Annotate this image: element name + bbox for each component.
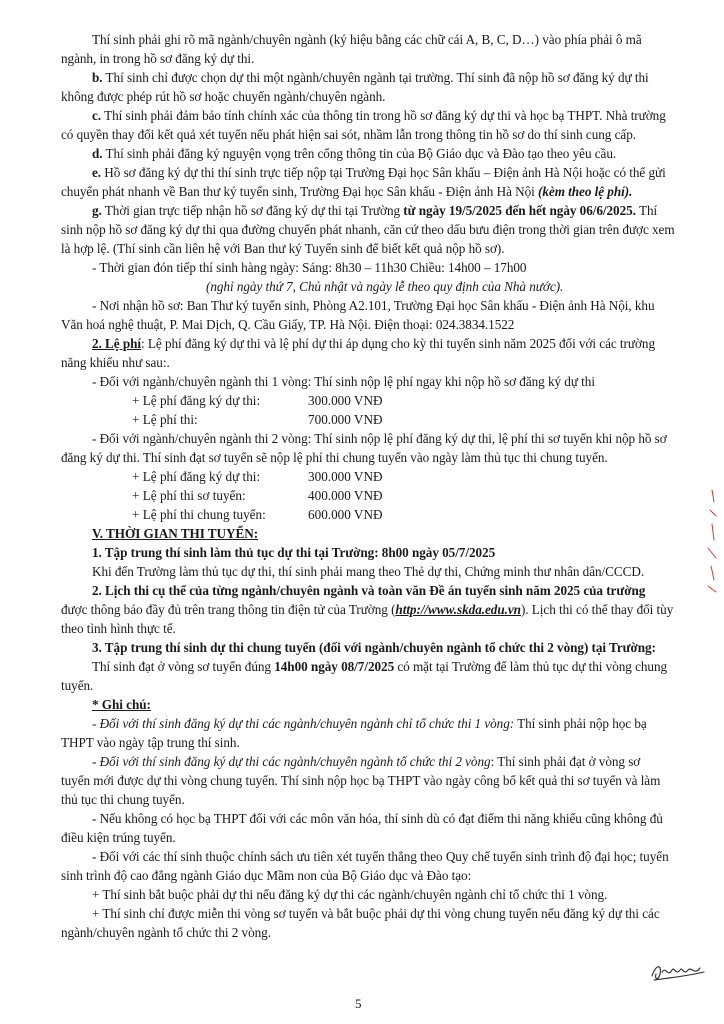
text-line: ngành/chuyên ngành tổ chức thi 2 vòng. bbox=[61, 925, 271, 940]
text-line: theo tình hình thực tế. bbox=[61, 621, 176, 636]
section-heading: V. THỜI GIAN THI TUYỂN: bbox=[92, 526, 259, 541]
item-letter: d. bbox=[92, 146, 103, 161]
fee-value: 400.000 VNĐ bbox=[308, 488, 383, 503]
fee-value: 700.000 VNĐ bbox=[308, 412, 383, 427]
text: có mặt tại Trường để làm thủ tục dự thi vòng chung bbox=[394, 659, 668, 674]
reception-hours: - Thời gian đón tiếp thí sinh hàng ngày: Sáng: 8h30 – 11h30 Chiều: 14h00 – 17h00 bbox=[92, 260, 527, 275]
fee-label: + Lệ phí đăng ký dự thi: bbox=[132, 469, 261, 484]
emphasis: - Đối với thí sinh đăng ký dự thi các ngành/chuyên ngành tổ chức thi 2 vòng bbox=[92, 754, 491, 769]
website-link[interactable]: http://www.skda.edu.vn bbox=[395, 602, 521, 617]
text-line: + Thí sinh chỉ được miễn thi vòng sơ tuyển và bắt buộc phải dự thi vòng chung tuyển nếu đăng ký dự thi các bbox=[92, 906, 660, 921]
text-line: năng khiếu như sau:. bbox=[61, 355, 170, 370]
subheading: 1. Tập trung thí sinh làm thủ tục dự thi tại Trường: 8h00 ngày 05/7/2025 bbox=[92, 545, 496, 560]
text-line bbox=[61, 602, 673, 618]
handwritten-signature bbox=[648, 958, 708, 984]
subheading: 2. Lịch thi cụ thể của từng ngành/chuyên ngành và toàn văn Đề án tuyển sinh năm 2025 của trường bbox=[92, 583, 646, 598]
text-line: Thí sinh phải ghi rõ mã ngành/chuyên ngành (ký hiệu bằng các chữ cái A, B, C, D…) vào phía phải ô mã bbox=[92, 32, 642, 47]
section-title: 2. Lệ phí bbox=[92, 336, 142, 351]
text-line: tuyển. bbox=[61, 678, 94, 693]
text-line: sinh trình độ cao đẳng ngành Giáo dục Mầm non của Bộ Giáo dục và Đào tạo: bbox=[61, 868, 472, 883]
text: : Thí sinh phải đạt ở vòng sơ bbox=[490, 754, 641, 769]
text: Hồ sơ đăng ký dự thi thí sinh trực tiếp nộp tại Trường Đại học Sân khấu – Điện ảnh Hà Nội hoặc có thể gửi bbox=[101, 165, 666, 180]
reception-note: (nghỉ ngày thứ 7, Chủ nhật và ngày lễ theo quy định của Nhà nước). bbox=[206, 279, 564, 294]
subheading: 3. Tập trung thí sinh dự thi chung tuyển (đối với ngành/chuyên ngành tổ chức thi 2 vòng) tại Trường: bbox=[92, 640, 656, 655]
text-line: THPT vào ngày tập trung thí sinh. bbox=[61, 735, 240, 750]
notes-heading: * Ghi chú: bbox=[92, 697, 151, 712]
text: : Lệ phí đăng ký dự thi và lệ phí dự thi áp dụng cho kỳ thi tuyển sinh năm 2025 đối với các trường bbox=[141, 336, 655, 351]
emphasis: (kèm theo lệ phí). bbox=[538, 184, 633, 199]
text: Thí sinh phải đảm bảo tính chính xác của thông tin trong hồ sơ đăng ký dự thi và học bạ THPT. Nhà trường bbox=[101, 108, 666, 123]
fee-label: + Lệ phí thi sơ tuyển: bbox=[132, 488, 246, 503]
text-line-g bbox=[92, 203, 657, 219]
text-line-c bbox=[92, 108, 666, 124]
fee-label: + Lệ phí đăng ký dự thi: bbox=[132, 393, 261, 408]
item-letter: e. bbox=[92, 165, 102, 180]
text-line-b bbox=[92, 70, 649, 86]
fee-label: + Lệ phí thi chung tuyển: bbox=[132, 507, 266, 522]
text-line bbox=[61, 184, 632, 200]
text-line: điều kiện trúng tuyển. bbox=[61, 830, 176, 845]
text-line: sinh nộp hồ sơ đăng ký dự thi qua đường chuyển phát nhanh, căn cứ theo dấu bưu điện trong thời gian trên được xem bbox=[61, 222, 675, 237]
text-line bbox=[92, 754, 640, 770]
text-line: ngành, in trong hồ sơ đăng ký dự thi. bbox=[61, 51, 255, 66]
item-letter: g. bbox=[92, 203, 102, 218]
text-line: - Đối với các thí sinh thuộc chính sách ưu tiên xét tuyển thẳng theo Quy chế tuyển sinh trình độ đại học; tuyển bbox=[92, 849, 669, 864]
text-line: - Nơi nhận hồ sơ: Ban Thư ký tuyển sinh, Phòng A2.101, Trường Đại học Sân khấu - Điện ảnh Hà Nội, khu bbox=[92, 298, 655, 313]
text-line: - Đối với ngành/chuyên ngành thi 1 vòng: Thí sinh nộp lệ phí ngay khi nộp hồ sơ đăng ký dự thi bbox=[92, 374, 595, 389]
fee-value: 300.000 VNĐ bbox=[308, 469, 383, 484]
text: Thí sinh phải đăng ký nguyện vọng trên cổng thông tin của Bộ Giáo dục và Đào tạo theo yêu cầu. bbox=[102, 146, 617, 161]
text: Thí bbox=[635, 203, 658, 218]
item-letter: b. bbox=[92, 70, 103, 85]
text-line bbox=[92, 659, 667, 675]
red-pen-marks bbox=[702, 488, 722, 598]
text-line: thủ tục thi chung tuyển. bbox=[61, 792, 185, 807]
text: Thí sinh phải nộp học bạ bbox=[514, 716, 647, 731]
text-line: có quyền thay đổi kết quả xét tuyển nếu phát hiện sai sót, nhầm lẫn trong thông tin hồ sơ do thí sinh cung cấp. bbox=[61, 127, 636, 142]
emphasis: - Đối với thí sinh đăng ký dự thi các ngành/chuyên ngành chỉ tổ chức thi 1 vòng: bbox=[92, 716, 515, 731]
fee-heading bbox=[92, 336, 655, 352]
text: chuyển phát nhanh về Ban thư ký tuyển sinh, Trường Đại học Sân khấu - Điện ảnh Hà Nội bbox=[61, 184, 538, 199]
time: 14h00 ngày 08/7/2025 bbox=[274, 659, 395, 674]
text-line-e bbox=[92, 165, 666, 181]
text-line bbox=[92, 716, 647, 732]
deadline: từ ngày 19/5/2025 đến hết ngày 06/6/2025. bbox=[403, 203, 636, 218]
text-line: không được phép rút hồ sơ hoặc chuyển ngành/chuyên ngành. bbox=[61, 89, 386, 104]
text-line: là hợp lệ. (Thí sinh cần liên hệ với Ban thư ký Tuyển sinh để biết kết quả nộp hồ sơ). bbox=[61, 241, 505, 256]
text-line: + Thí sinh bắt buộc phải dự thi nếu đăng ký dự thi các ngành/chuyên ngành chỉ tổ chức thi 1 vòng. bbox=[92, 887, 608, 902]
text: ). Lịch thi có thể thay đổi tùy bbox=[520, 602, 674, 617]
text: Thí sinh đạt ở vòng sơ tuyển đúng bbox=[92, 659, 275, 674]
text: Thí sinh chỉ được chọn dự thi một ngành/chuyên ngành tại trường. Thí sinh đã nộp hồ sơ đăng ký dự thi bbox=[102, 70, 649, 85]
item-letter: c. bbox=[92, 108, 102, 123]
fee-label: + Lệ phí thi: bbox=[132, 412, 198, 427]
text-line: - Nếu không có học bạ THPT đối với các môn văn hóa, thí sinh dù có đạt điểm thi năng khiếu cũng không đủ bbox=[92, 811, 663, 826]
text-line: đăng ký dự thi. Thí sinh đạt sơ tuyển sẽ nộp lệ phí thi chung tuyển vào ngày làm thủ tục thi chung tuyển. bbox=[61, 450, 608, 465]
fee-value: 600.000 VNĐ bbox=[308, 507, 383, 522]
text: Thời gian trực tiếp nhận hồ sơ đăng ký dự thi tại Trường bbox=[101, 203, 404, 218]
text-line: - Đối với ngành/chuyên ngành thi 2 vòng: Thí sinh nộp lệ phí đăng ký dự thi, lệ phí thi sơ tuyển khi nộp hồ sơ bbox=[92, 431, 667, 446]
text-line: Khi đến Trường làm thủ tục dự thi, thí sinh phải mang theo Thẻ dự thi, Chứng minh thư nhân dân/CCCD. bbox=[92, 564, 645, 579]
text-line-d bbox=[92, 146, 616, 162]
text-line: Văn hoá nghệ thuật, P. Mai Dịch, Q. Cầu Giấy, TP. Hà Nội. Điện thoại: 024.3834.1522 bbox=[61, 317, 515, 332]
text: được thông báo đầy đủ trên trang thông tin điện tử của Trường ( bbox=[61, 602, 396, 617]
page-number: 5 bbox=[355, 996, 362, 1011]
fee-value: 300.000 VNĐ bbox=[308, 393, 383, 408]
text-line: tuyển mới được dự thi vòng chung tuyển. Thí sinh nộp học bạ THPT vào ngày công bố kết quả thi sơ tuyển và làm bbox=[61, 773, 661, 788]
